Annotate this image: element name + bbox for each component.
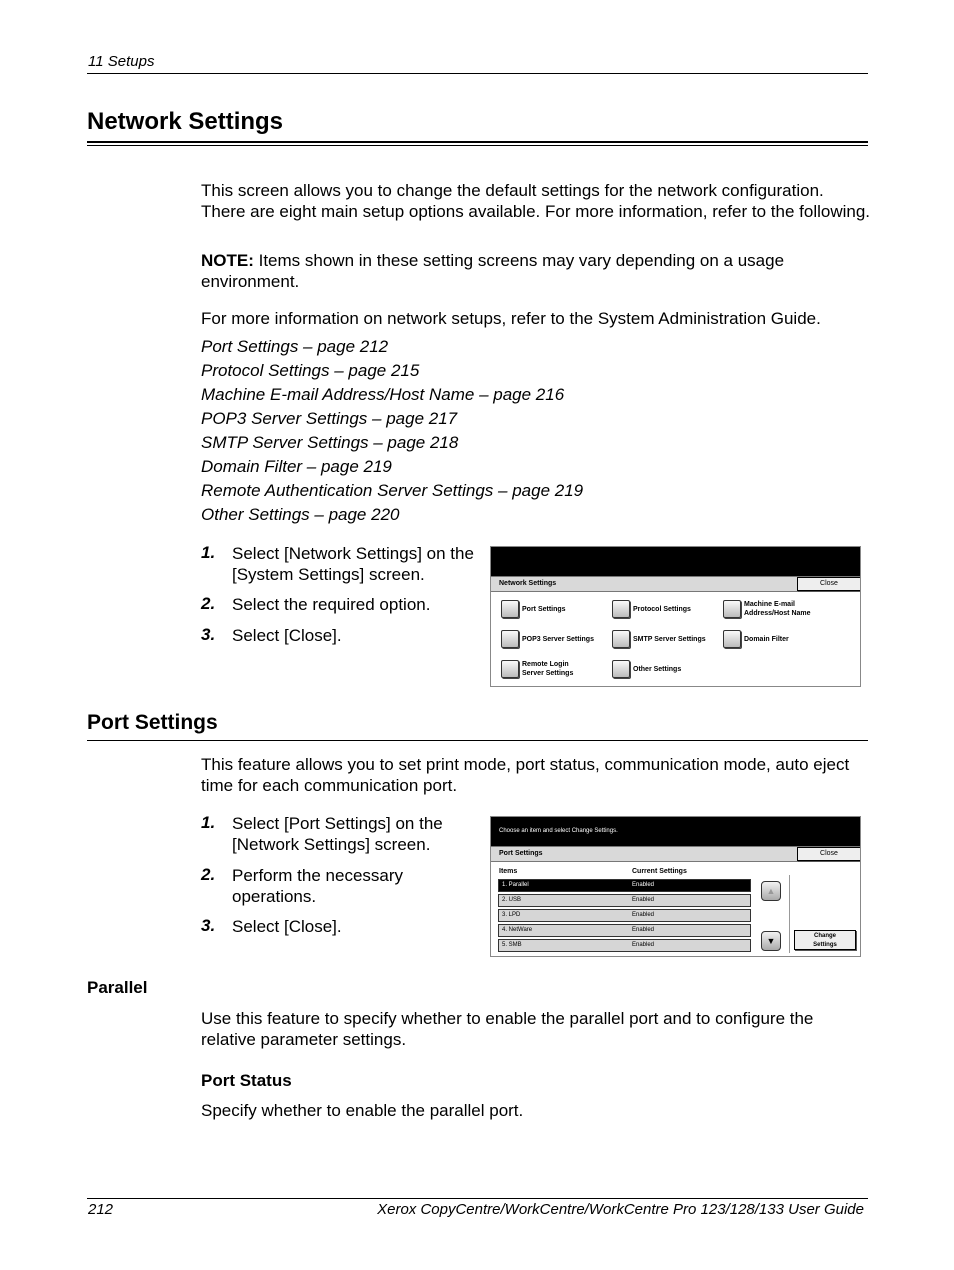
row-value: Enabled [632, 897, 655, 903]
button-icon [723, 600, 741, 618]
row-item: 2. USB [502, 897, 522, 903]
button-label: Protocol Settings [633, 605, 691, 613]
intro-paragraph: This screen allows you to change the default settings for the network configuration. There are eight main setup options available. For more information, refer to the following. [201, 181, 871, 221]
port-settings-button[interactable] [501, 600, 566, 618]
step-number: 1. [201, 543, 216, 562]
column-header-current: Current Settings [632, 868, 687, 875]
link-other-settings[interactable]: Other Settings – page 220 [201, 505, 400, 524]
network-settings-screen [490, 546, 861, 687]
row-value: Enabled [632, 927, 655, 933]
screen-title: Port Settings [499, 850, 543, 857]
button-label: Machine E-mail Address/Host Name [744, 601, 811, 617]
screen-message-bar [491, 817, 860, 846]
link-domain-filter[interactable]: Domain Filter – page 219 [201, 457, 392, 476]
domain-filter-button[interactable] [723, 630, 789, 648]
step-number: 2. [201, 865, 216, 884]
column-header-items: Items [499, 868, 518, 875]
machine-email-button[interactable] [723, 600, 811, 618]
button-icon [501, 660, 519, 678]
step-text: Select [Network Settings] on the [System Settings] screen. [232, 544, 474, 584]
link-pop3[interactable]: POP3 Server Settings – page 217 [201, 409, 458, 428]
note-text: Items shown in these setting screens may vary depending on a usage environment. [201, 251, 785, 291]
button-label-line1: Change [813, 933, 836, 939]
port-heading-rule [87, 740, 868, 741]
note-label: NOTE: [201, 251, 254, 270]
divider [789, 875, 790, 953]
remote-login-button[interactable] [501, 660, 573, 678]
parallel-paragraph: Use this feature to specify whether to enable the parallel port and to configure the relative parameter settings. [201, 1009, 814, 1049]
step-number: 2. [201, 594, 216, 613]
step-text: Select the required option. [232, 595, 431, 614]
row-item: 3. LPD [502, 912, 521, 918]
port-status-heading: Port Status [201, 1071, 292, 1090]
step-text: Perform the necessary operations. [232, 866, 404, 906]
screen-title: Network Settings [499, 580, 557, 587]
more-info-paragraph: For more information on network setups, refer to the System Administration Guide. [201, 309, 821, 328]
button-label: POP3 Server Settings [522, 635, 594, 643]
close-button[interactable]: Close [797, 577, 861, 591]
button-label: Domain Filter [744, 635, 789, 643]
guide-title: Xerox CopyCentre/WorkCentre/WorkCentre Pro 123/128/133 User Guide [377, 1201, 864, 1218]
button-icon [612, 660, 630, 678]
scroll-down-icon[interactable]: ▼ [761, 931, 781, 951]
port-intro-paragraph: This feature allows you to set print mode, port status, communication mode, auto eject time for each communication port. [201, 755, 850, 795]
step-text: Select [Close]. [232, 917, 342, 936]
button-icon [612, 630, 630, 648]
button-label-line2: Settings [813, 942, 837, 948]
button-label: Remote Login Server Settings [522, 661, 574, 677]
port-settings-screen [490, 816, 861, 957]
button-icon [501, 600, 519, 618]
port-settings-heading: Port Settings [87, 711, 218, 734]
footer-rule [87, 1198, 868, 1199]
page-number: 212 [88, 1201, 114, 1218]
link-protocol-settings[interactable]: Protocol Settings – page 215 [201, 361, 420, 380]
table-row[interactable] [498, 894, 751, 907]
screen-message: Choose an item and select Change Settings. [499, 828, 618, 834]
step-text: Select [Port Settings] on the [Network Settings] screen. [232, 814, 443, 854]
button-icon [501, 630, 519, 648]
scroll-up-icon[interactable]: ▲ [761, 881, 781, 901]
table-row[interactable] [498, 879, 751, 892]
button-icon [723, 630, 741, 648]
step-text: Select [Close]. [232, 626, 342, 645]
row-value: Enabled [632, 912, 655, 918]
pop3-server-button[interactable] [501, 630, 594, 648]
smtp-server-button[interactable] [612, 630, 706, 648]
header-rule [87, 73, 868, 74]
row-item: 5. SMB [502, 942, 522, 948]
title-rule-thick [87, 141, 868, 143]
step-number: 3. [201, 625, 216, 644]
title-rule-thin [87, 145, 868, 146]
close-button[interactable]: Close [797, 847, 861, 861]
other-settings-button[interactable] [612, 660, 681, 678]
table-row[interactable] [498, 924, 751, 937]
section-title: Network Settings [87, 108, 284, 135]
button-label: Other Settings [633, 665, 682, 673]
running-head: 11 Setups [88, 53, 155, 70]
protocol-settings-button[interactable] [612, 600, 691, 618]
button-label: Port Settings [522, 605, 566, 613]
row-value: Enabled [632, 942, 655, 948]
table-row[interactable] [498, 909, 751, 922]
link-remote-auth[interactable]: Remote Authentication Server Settings – page 219 [201, 481, 584, 500]
link-smtp[interactable]: SMTP Server Settings – page 218 [201, 433, 459, 452]
step-number: 1. [201, 813, 216, 832]
note-paragraph [201, 250, 871, 292]
row-item: 1. Parallel [502, 882, 529, 888]
link-machine-email[interactable]: Machine E-mail Address/Host Name – page 216 [201, 385, 565, 404]
row-value: Enabled [632, 882, 655, 888]
table-row[interactable] [498, 939, 751, 952]
port-status-paragraph: Specify whether to enable the parallel port. [201, 1101, 524, 1120]
step-number: 3. [201, 916, 216, 935]
button-label: SMTP Server Settings [633, 635, 706, 643]
parallel-heading: Parallel [87, 978, 148, 997]
screen-message-bar [491, 547, 860, 576]
button-icon [612, 600, 630, 618]
link-port-settings[interactable]: Port Settings – page 212 [201, 337, 389, 356]
row-item: 4. NetWare [502, 927, 533, 933]
change-settings-button[interactable] [794, 930, 856, 950]
